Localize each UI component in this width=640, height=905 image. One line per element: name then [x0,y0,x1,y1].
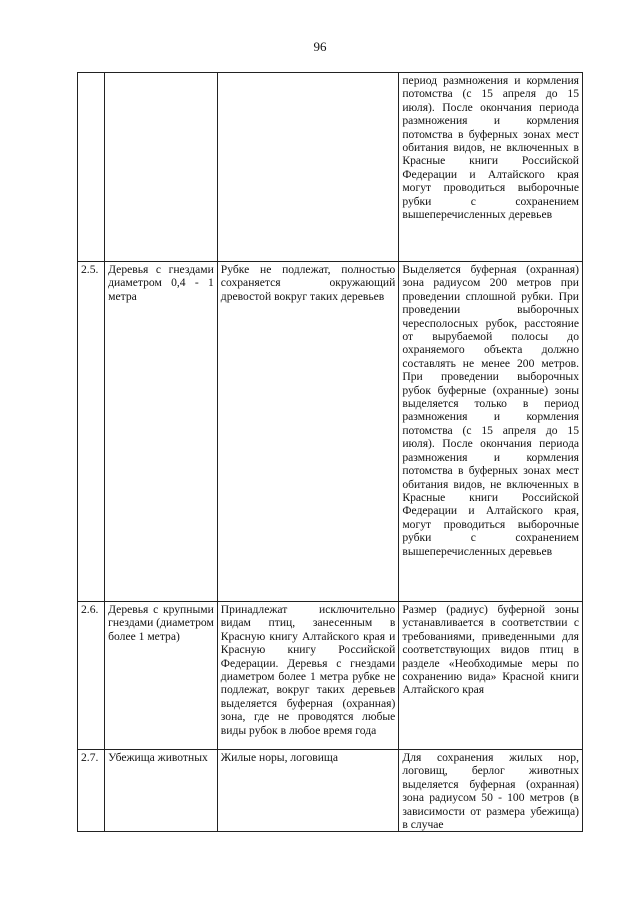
cell-object [105,73,218,262]
cell-buffer-zone: Выделяется буферная (охранная) зона радиусом 200 метров при проведении сплошной рубки. При проведении выборочных чересполосных рубок, расстояние от вырубаемой полосы до охраняемого объекта должно составлять не менее 200 метров. При проведении выборочных рубок буферные (охранные) зоны выделяется только в период размножения и кормления потомства (с 15 апреля до 15 июля). После окончания периода размножения и кормления потомства в буферных зонах мест обитания видов, не включенных в Красные книги Российской Федерации и Алтайского края, могут проводиться выборочные рубки с сохранением вышеперечисленных деревьев [399,262,583,602]
cell-buffer-zone: период размножения и кормления потомства (с 15 апреля до 15 июля). После окончания периода размножения и кормления потомства в буферных зонах мест обитания видов, не включенных в Красные книги Российской Федерации и Алтайского края могут проводиться выборочные рубки с сохранением вышеперечисленных деревьев [399,73,583,262]
cell-object: Убежища животных [105,750,218,832]
table-row [78,602,583,750]
cell-requirement: Рубке не подлежат, полностью сохраняется окружающий древостой вокруг таких деревьев [217,262,399,602]
table-row [78,750,583,832]
cell-buffer-zone: Для сохранения жилых нор, логовищ, берлог животных выделяется буферная (охранная) зона радиусом 50 - 100 метров (в зависимости от размера убежища) в случае [399,750,583,832]
cell-number: 2.7. [78,750,105,832]
cell-requirement [217,73,399,262]
cell-buffer-zone: Размер (радиус) буферной зоны устанавливается в соответствии с требованиями, приведенными для соответствующих видов птиц в разделе «Необходимые меры по сохранению вида» Красной книги Алтайского края [399,602,583,750]
table-row [78,73,583,262]
cell-object: Деревья с гнездами диаметром 0,4 - 1 метра [105,262,218,602]
cell-number: 2.6. [78,602,105,750]
cell-requirement: Принадлежат исключительно видам птиц, занесенным в Красную книгу Алтайского края и Красную книгу Российской Федерации. Деревья с гнездами диаметром более 1 метра рубке не подлежат, вокруг таких деревьев выделяется буферная (охранная) зона, где не проводятся любые виды рубок в любое время года [217,602,399,750]
page-number: 96 [313,39,327,54]
cell-requirement: Жилые норы, логовища [217,750,399,832]
regulation-table [77,72,583,832]
cell-number [78,73,105,262]
cell-number: 2.5. [78,262,105,602]
cell-object: Деревья с крупными гнездами (диаметром более 1 метра) [105,602,218,750]
table-row [78,262,583,602]
